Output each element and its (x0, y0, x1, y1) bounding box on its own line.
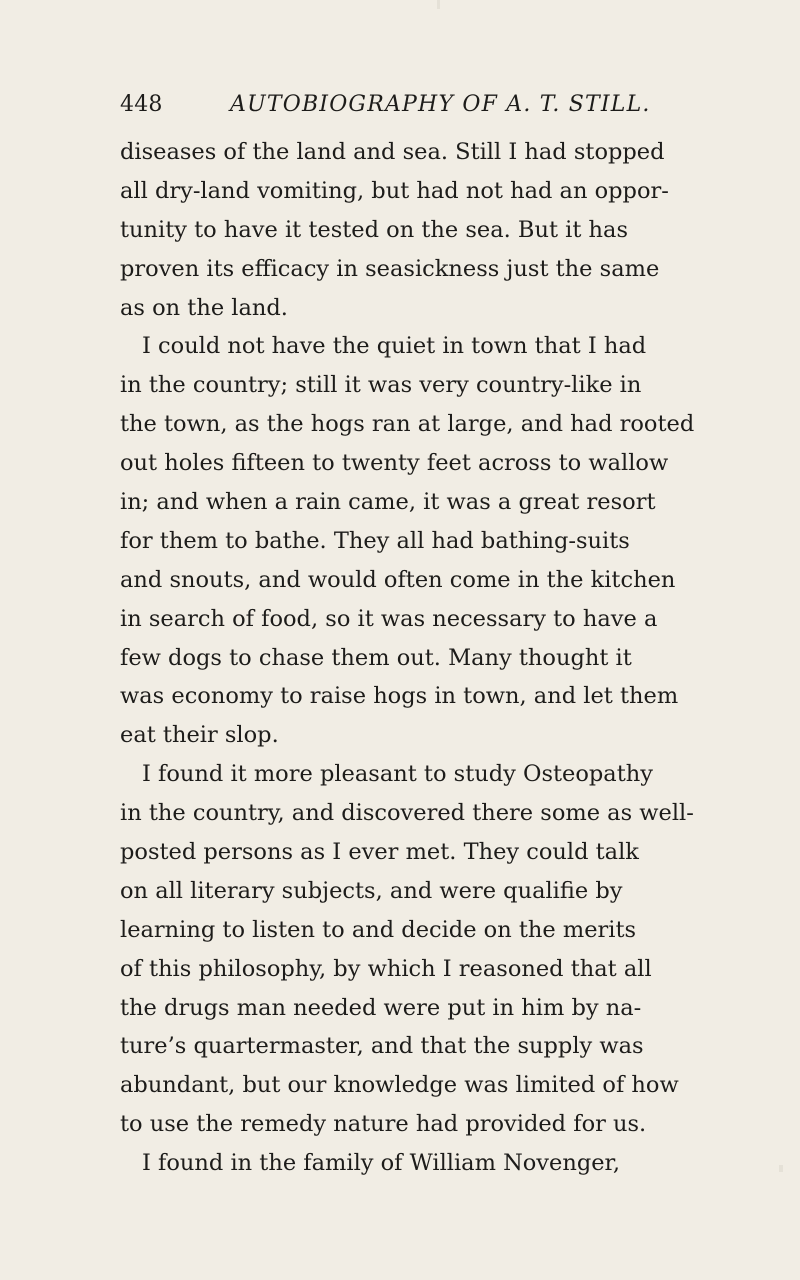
text-line: in; and when a rain came, it was a great resort (120, 489, 656, 516)
text-line: in the country, and discovered there some as well- (120, 800, 694, 827)
text-line: out holes fifteen to twenty feet across to wallow (120, 450, 669, 477)
text-line: the town, as the hogs ran at large, and had rooted (120, 411, 695, 438)
text-line: in search of food, so it was necessary to have a (120, 605, 658, 632)
text-line: was economy to raise hogs in town, and let them (120, 683, 679, 710)
text-line: tunity to have it tested on the sea. But it has (120, 216, 628, 243)
text-line: as on the land. (120, 294, 288, 321)
text-line: of this philosophy, by which I reasoned that all (120, 955, 652, 982)
paragraph-start-line: I found it more pleasant to study Osteopathy (142, 761, 653, 788)
paragraph-start-line: I found in the family of William Novenger, (142, 1150, 620, 1177)
text-line: to use the remedy nature had provided for us. (120, 1111, 647, 1138)
text-line: for them to bathe. They all had bathing-suits (120, 527, 630, 554)
text-line: abundant, but our knowledge was limited of how (120, 1072, 679, 1099)
scan-speck-top (437, 0, 440, 9)
running-title: AUTOBIOGRAPHY OF A. T. STILL. (230, 92, 651, 117)
text-line: proven its efficacy in seasickness just the same (120, 255, 660, 282)
text-line: all dry-land vomiting, but had not had an oppor- (120, 177, 669, 204)
text-line: diseases of the land and sea. Still I had stopped (120, 139, 665, 165)
text-line: on all literary subjects, and were qualifie by (120, 877, 623, 904)
page-number: 448 (120, 92, 163, 117)
text-line: few dogs to chase them out. Many thought it (120, 644, 632, 671)
text-line: posted persons as I ever met. They could talk (120, 839, 639, 866)
scan-speck-right (779, 1165, 783, 1172)
text-line: eat their slop. (120, 722, 279, 749)
text-line: learning to listen to and decide on the merits (120, 916, 637, 943)
body-text (120, 133, 770, 1183)
text-line: the drugs man needed were put in him by na- (120, 994, 642, 1021)
text-line: ture’s quartermaster, and that the supply was (120, 1033, 644, 1060)
text-line: in the country; still it was very country-like in (120, 372, 642, 399)
page-header (120, 92, 760, 124)
paragraph-start-line: I could not have the quiet in town that I had (142, 333, 647, 360)
text-line: and snouts, and would often come in the kitchen (120, 566, 676, 593)
